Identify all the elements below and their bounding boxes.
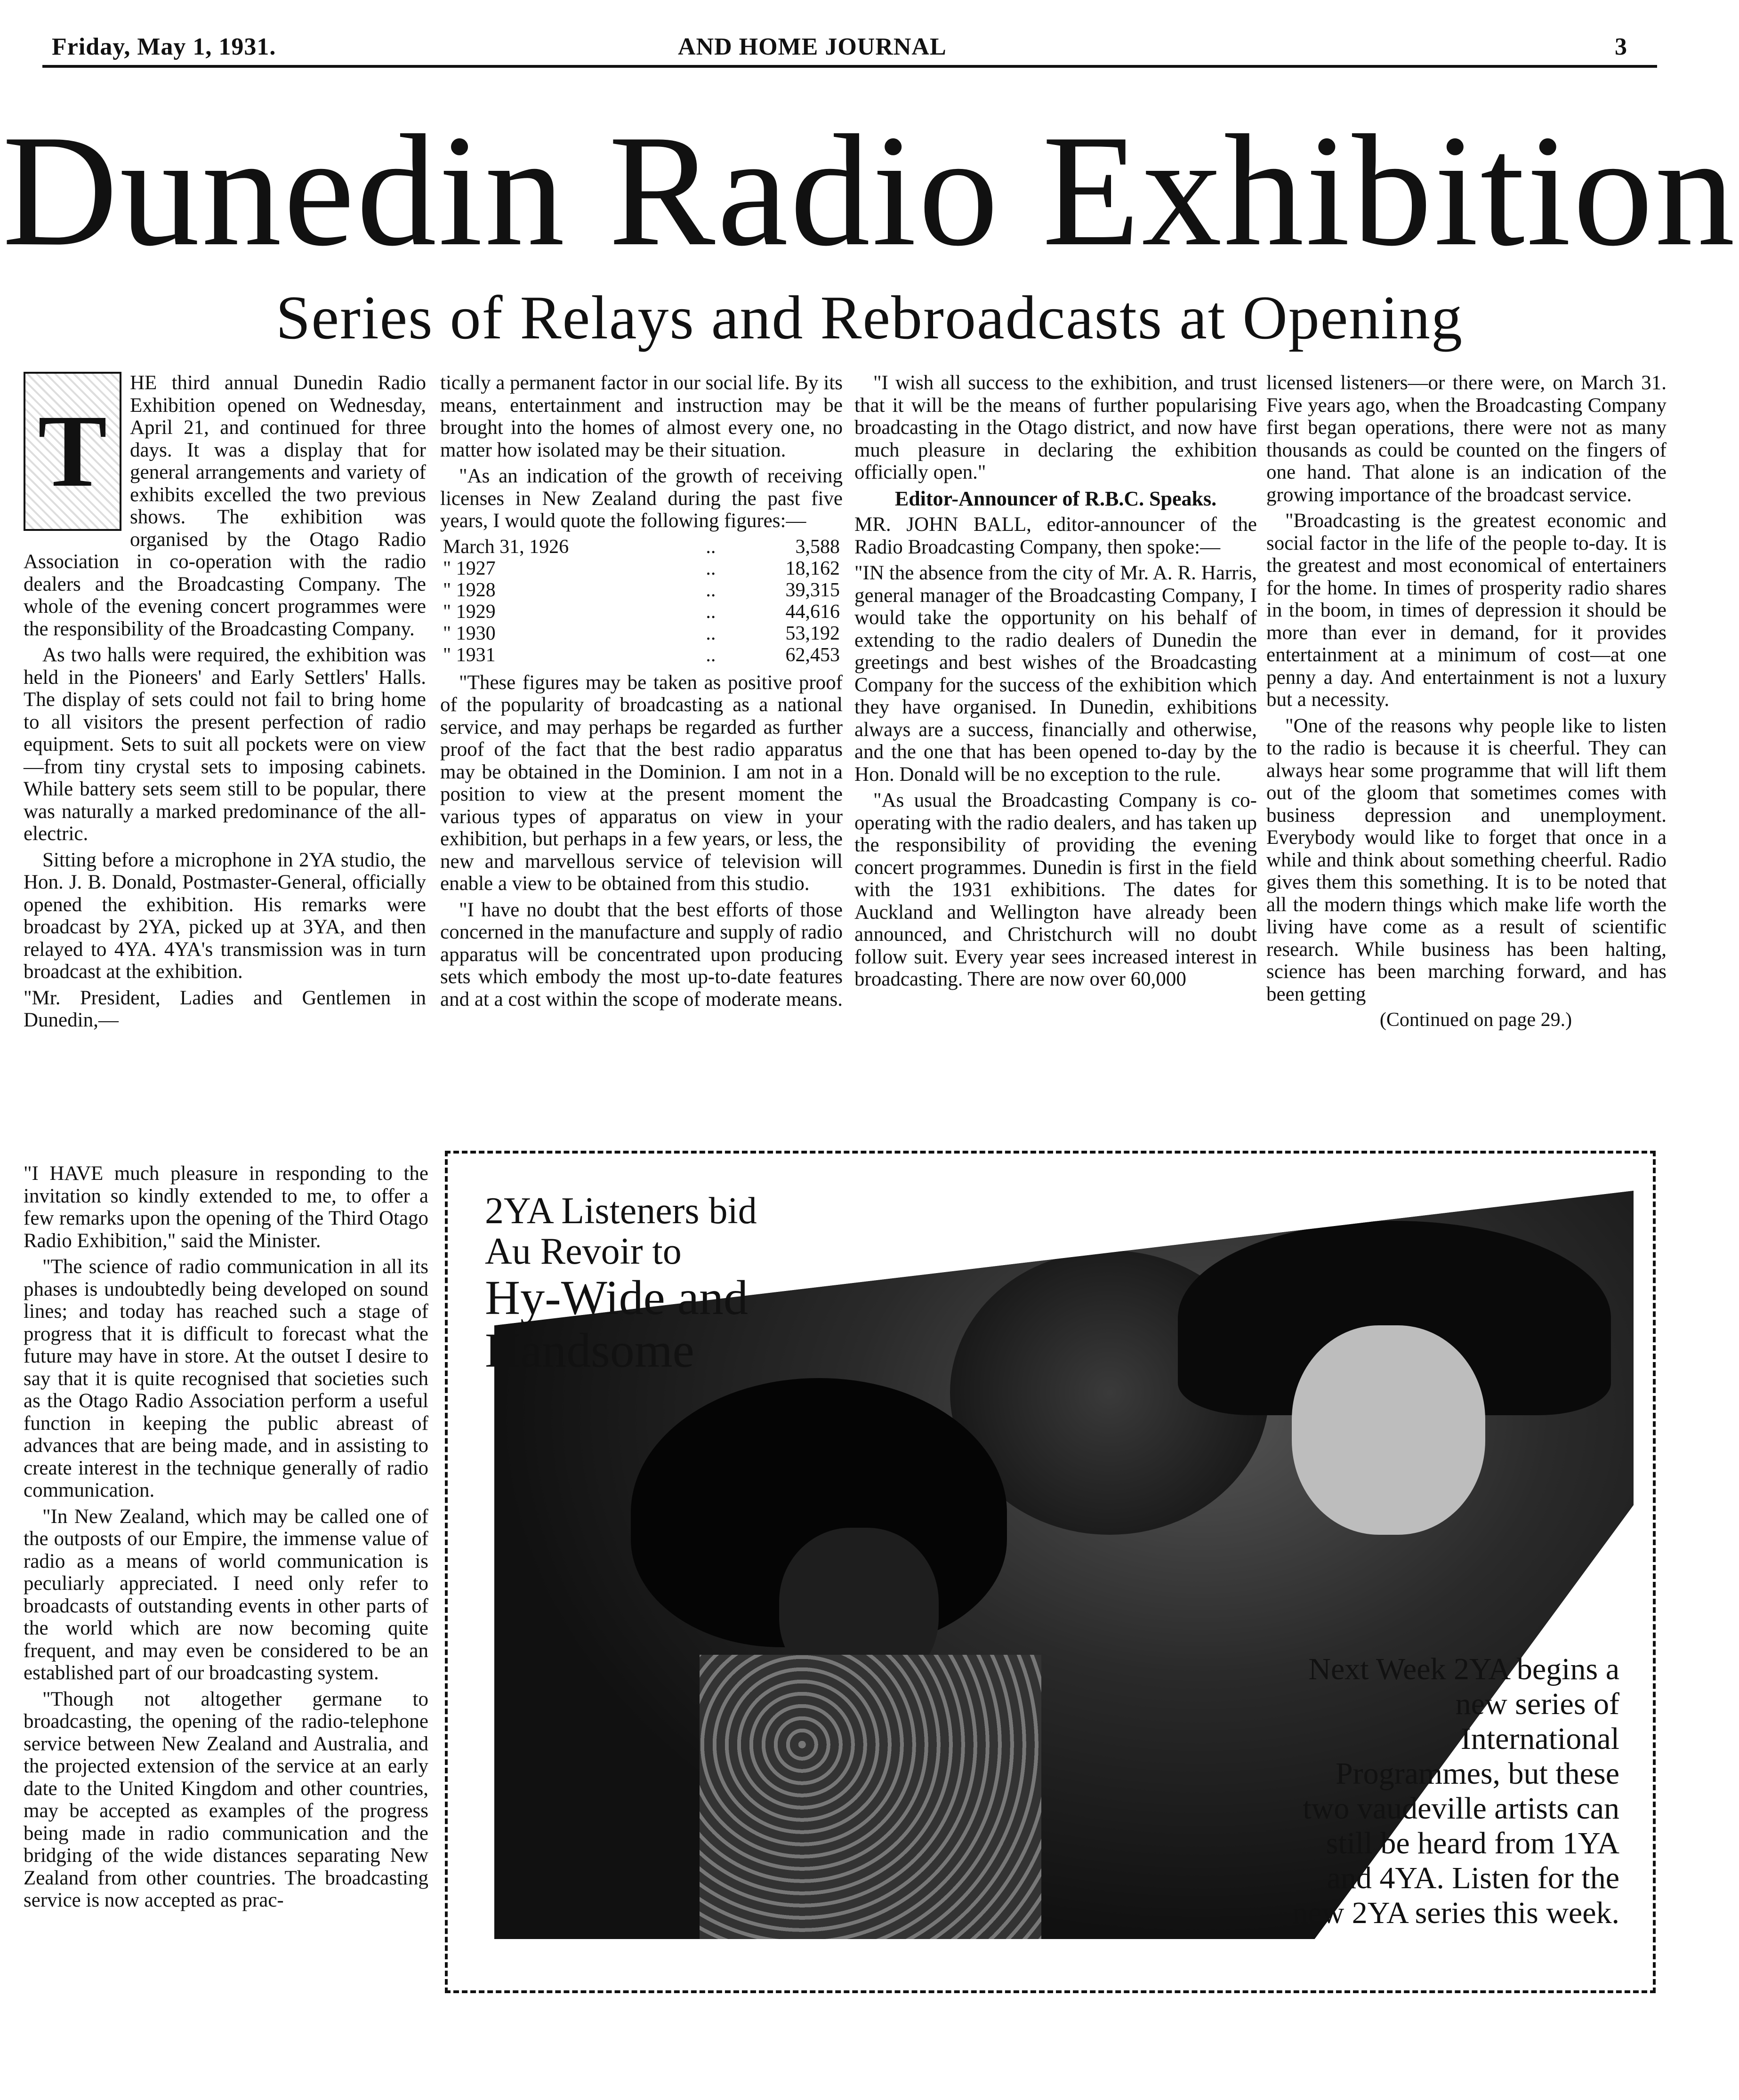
figure-value: 18,162 — [785, 557, 840, 579]
figure-dots: .. — [706, 622, 716, 644]
feature-title — [485, 1191, 909, 1377]
continued-note: (Continued on page 29.) — [1379, 1009, 1572, 1031]
figure-row — [440, 558, 843, 579]
figure-dots: .. — [706, 644, 716, 666]
col1-para-6: "The science of radio communication in all its phases is undoubtedly being developed on sound lines; and today has reached such a stage of progress that it is difficult to forecast what the future may have in store. At the outset I desire to say that it is quite recognised that societies such as the Otago Radio Association perform a useful function in keeping the public abreast of advances that are being made, and in assisting to create interest in the technique generally of radio communication. — [24, 1256, 428, 1501]
col1-para-3: Sitting before a microphone in 2YA studio, the Hon. J. B. Donald, Postmaster-General, officially opened the exhibition. His remarks were broadcast by 2YA, picked up at 3YA, and then relayed to 4YA. 4YA's transmission was in turn broadcast at the exhibition. — [24, 849, 426, 983]
figure-row — [440, 601, 843, 623]
journal-name: AND HOME JOURNAL — [678, 33, 947, 60]
col4-para-3: "One of the reasons why people like to listen to the radio is because it is cheerful. They can always hear some programme that will lift them out of the gloom that sometimes comes with business depression and unemployment. Everybody would like to forget that once in a while and think about something cheerful. Radio gives them this something. It is to be noted that all the modern things which make life worth the living have come as a result of scientific research. While business has been halting, science has been marching forward, and has been getting — [1266, 714, 1667, 1005]
col1-para-1: HE third annual Dunedin Radio Exhibition opened on Wednesday, April 21, and continued for three days. It was a display that for general arrangements and variety of exhibits excelled the two previous shows. The exhibition was organised by the Otago Radio Association in co-operation with the radio dealers and the Broadcasting Company. The whole of the evening concert programmes were the responsibility of the Broadcasting Company. — [24, 372, 426, 640]
col2-para-2: "As an indication of the growth of receiving licenses in New Zealand during the past five years, I would quote the following figures:— — [440, 465, 843, 532]
col1-para-8: "Though not altogether germane to broadcasting, the opening of the radio-telephone service between New Zealand and Australia, and the projected extension of the service at an early date to the United Kingdom and other countries, may be accepted as examples of the progress being made in radio communication and the bridging of the wide distances separating New Zealand from other countries. The broadcasting service is now accepted as prac- — [24, 1688, 428, 1911]
figure-dots: .. — [706, 557, 716, 579]
col2-para-4: "I have no doubt that the best efforts of those concerned in the manufacture and supply of radio apparatus will be concentrated upon producing sets which embody the most up-to-date features and at a cost within the scope of moderate means. — [440, 898, 843, 1010]
col2-para-1: tically a permanent factor in our social life. By its means, entertainment and instruction may be brought into the homes of almost every one, no matter how isolated may be their situation. — [440, 372, 843, 461]
feature-title-line-3: Hy-Wide and — [485, 1271, 748, 1325]
col3-para-3: "IN the absence from the city of Mr. A. R. Harris, general manager of the Broadcasting Company, I would take the opportunity on his behalf of extending to the radio dealers of Dunedin the greetings and best wishes of the Broadcasting Company for the success of the exhibition which they have organised. In Dunedin, exhibitions always are a success, financially and otherwise, and the one that has been opened to-day by the Hon. Donald will be no exception to the rule. — [854, 562, 1257, 785]
figure-value: 62,453 — [785, 644, 840, 666]
figure-label: " 1928 — [443, 579, 496, 601]
col3-para-2: MR. JOHN BALL, editor-announcer of the Radio Broadcasting Company, then spoke:— — [854, 513, 1257, 558]
figure-value: 3,588 — [795, 536, 840, 558]
figure-value: 39,315 — [785, 579, 840, 601]
figure-row — [440, 579, 843, 601]
col1-para-5: "I HAVE much pleasure in responding to the invitation so kindly extended to me, to offer a few remarks upon the opening of the Third Otago Radio Exhibition," said the Minister. — [24, 1162, 428, 1252]
article-column-4 — [1266, 372, 1667, 1035]
figure-label: March 31, 1926 — [443, 536, 569, 558]
headline: Dunedin Radio Exhibition — [2, 102, 1737, 279]
article-column-2 — [440, 372, 843, 1014]
col3-para-4: "As usual the Broadcasting Company is co-operating with the radio dealers, and has taken up the responsibility of providing the evening concert programmes. Dunedin is first in the field with the 1931 exhibitions. The dates for Auckland and Wellington have already been announced, and Christchurch will no doubt follow suit. Every year sees increased interest in broadcasting. There are now over 60,000 — [854, 789, 1257, 990]
col3-para-1: "I wish all success to the exhibition, and trust that it will be the means of further popularising broadcasting in the Otago district, and now have much pleasure in declaring the exhibition officially open." — [854, 372, 1257, 483]
feature-title-line-1: 2YA Listeners bid — [485, 1190, 757, 1232]
col4-para-1: licensed listeners—or there were, on March 31. Five years ago, when the Broadcasting Company first began operations, there were not as many thousands as could be counted on the fingers of one hand. That alone is an indication of the growing importance of the broadcast service. — [1266, 372, 1667, 506]
figure-dots: .. — [706, 536, 716, 558]
article-column-3 — [854, 372, 1257, 994]
article-column-1-lower — [24, 1162, 428, 1916]
col4-para-2: "Broadcasting is the greatest economic and social factor in the life of the people to-day. It is the greatest and most economical of entertainers for the home. In times of prosperity radio shares in the boom, in times of depression it should be more than ever in demand, for it provides entertainment at a minimum of cost—at one penny a day. And entertainment is not a luxury but a necessity. — [1266, 510, 1667, 711]
subheadline: Series of Relays and Rebroadcasts at Opening — [275, 283, 1463, 352]
licence-figures-table — [440, 536, 843, 666]
col1-para-4: "Mr. President, Ladies and Gentlemen in Dunedin,— — [24, 986, 426, 1031]
feature-note: Next Week 2YA begins a new series of International Programmes, but these two vaudeville artists can still be heard from 1YA and 4YA. Listen for the new 2YA series this week. — [1292, 1652, 1619, 1930]
col1-para-7: "In New Zealand, which may be called one of the outposts of our Empire, the immense value of radio as a means of world communication is peculiarly appreciated. I need only refer to broadcasts of outstanding events in other parts of the world which are now becoming quite frequent, and may even be considered to be an established part of our broadcasting system. — [24, 1505, 428, 1684]
issue-date: Friday, May 1, 1931. — [52, 33, 276, 60]
page-number: 3 — [1615, 33, 1627, 60]
figure-label: " 1927 — [443, 557, 496, 579]
figure-dots: .. — [706, 601, 716, 623]
col3-subhead: Editor-Announcer of R.B.C. Speaks. — [894, 487, 1217, 510]
figure-value: 53,192 — [785, 622, 840, 644]
figure-dots: .. — [706, 579, 716, 601]
header-rule — [42, 65, 1657, 68]
figure-label: " 1930 — [443, 622, 496, 644]
figure-label: " 1931 — [443, 644, 496, 666]
photo-costume — [700, 1655, 1041, 1954]
figure-label: " 1929 — [443, 601, 496, 623]
feature-title-line-2: Au Revoir to — [485, 1231, 682, 1272]
photo-face-right — [1292, 1325, 1485, 1535]
col2-para-3: "These figures may be taken as positive proof of the popularity of broadcasting as a national service, and may perhaps be regarded as further proof of the fact that the best radio apparatus may be obtained in the Dominion. I am not in a position to view at the present moment the various types of apparatus on view in your exhibition, but perhaps in a few years, or less, the new and marvellous service of television will enable a view to be obtained from this studio. — [440, 671, 843, 895]
figure-value: 44,616 — [785, 601, 840, 623]
col1-para-2: As two halls were required, the exhibition was held in the Pioneers' and Early Settlers' Halls. The display of sets could not fail to bring home to all visitors the present perfection of radio equipment. Sets to suit all pockets were on view—from tiny crystal sets to imposing cabinets. While battery sets seem still to be popular, there was naturally a marked predominance of the all-electric. — [24, 644, 426, 845]
article-column-1 — [24, 372, 426, 1035]
figure-row — [440, 644, 843, 666]
figure-row — [440, 536, 843, 558]
feature-title-line-4: Handsome — [485, 1323, 694, 1378]
figure-row — [440, 623, 843, 644]
dropcap-t: T — [24, 372, 121, 531]
